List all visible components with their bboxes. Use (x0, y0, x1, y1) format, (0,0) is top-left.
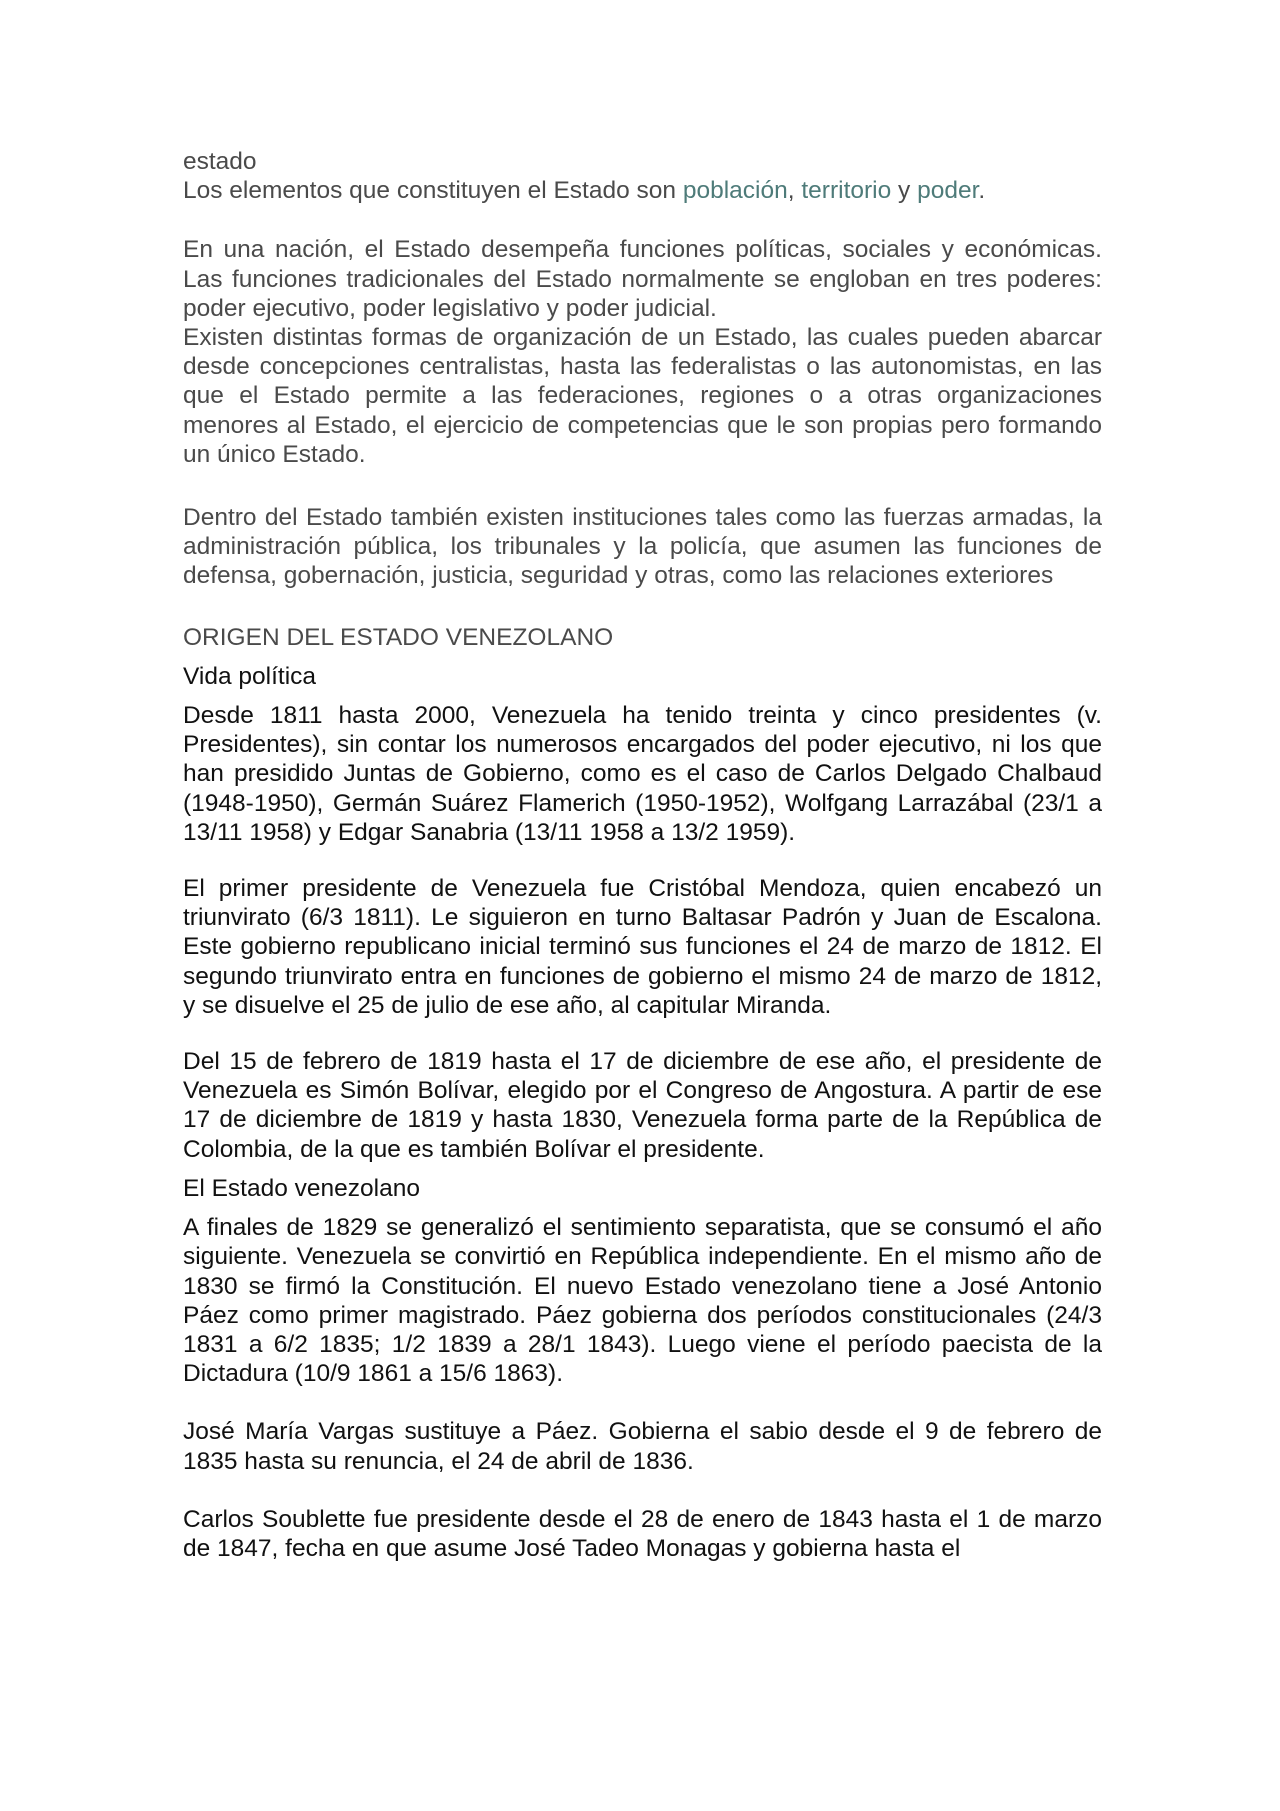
doc-title: estado (183, 148, 257, 175)
heading-estado-venezolano: El Estado venezolano (183, 1174, 420, 1202)
para-forms: Existen distintas formas de organización de un Estado, las cuales pueden abarcar desde concepciones centralistas, hasta las federalistas o las autonomistas, en las que el Estado permite a las federaciones, regiones o a otras organizaciones menores al Estado, el ejercicio de competencias que le son propias pero formando un único Estado. (183, 324, 1102, 468)
link-poder[interactable]: poder (917, 177, 979, 205)
elements-sep1: , (787, 177, 802, 205)
heading-origin: ORIGEN DEL ESTADO VENEZOLANO (183, 623, 614, 651)
spacer (183, 652, 1102, 662)
link-poblacion[interactable]: población (682, 177, 788, 205)
elements-suffix: . (978, 177, 986, 205)
spacer (183, 1020, 1102, 1047)
para-1829: A finales de 1829 se generalizó el sentimiento separatista, que se consumó el año siguiente. Venezuela se convirtió en República independiente. En el mismo año de 1830 se firmó la Constitución. El nuevo Estado venezolano tiene a José Antonio Páez como primer magistrado. Páez gobierna dos períodos constitucionales (24/3 1831 a 6/2 1835; 1/2 1839 a 28/1 1843). Luego viene el período paecista de la Dictadura (10/9 1861 a 15/6 1863). (183, 1214, 1102, 1388)
spacer (183, 691, 1102, 701)
elements-line (183, 176, 1102, 205)
link-territorio[interactable]: territorio (801, 177, 892, 205)
spacer (183, 1203, 1102, 1213)
para-presidents: Desde 1811 hasta 2000, Venezuela ha tenido treinta y cinco presidentes (v. Presidentes), sin contar los numerosos encargados del poder ejecutivo, ni los que han presidido Juntas de Gobierno, como es el caso de Carlos Delgado Chalbaud (1948-1950), Germán Suárez Flamerich (1950-1952), Wolfgang Larrazábal (23/1 a 13/11 1958) y Edgar Sanabria (13/11 1958 a 13/2 1959). (183, 702, 1102, 846)
elements-sep2: y (891, 177, 918, 205)
para-soublette: Carlos Soublette fue presidente desde el 28 de enero de 1843 hasta el 1 de marzo de 1847, fecha en que asume José Tadeo Monagas y gobierna hasta el (183, 1505, 1102, 1562)
para-bolivar: Del 15 de febrero de 1819 hasta el 17 de diciembre de ese año, el presidente de Venezuela es Simón Bolívar, elegido por el Congreso de Angostura. A partir de ese 17 de diciembre de 1819 y hasta 1830, Venezuela forma parte de la República de Colombia, de la que es también Bolívar el presidente. (183, 1048, 1102, 1163)
spacer (183, 591, 1102, 623)
para-functions: En una nación, el Estado desempeña funciones políticas, sociales y económicas. Las funciones tradicionales del Estado normalmente se engloban en tres poderes: poder ejecutivo, poder legislativo y poder judicial. (183, 236, 1102, 322)
spacer (183, 1476, 1102, 1505)
para-vargas: José María Vargas sustituye a Páez. Gobierna el sabio desde el 9 de febrero de 1835 hasta su renuncia, el 24 de abril de 1836. (183, 1418, 1102, 1475)
elements-prefix: Los elementos que constituyen el Estado son (183, 177, 683, 205)
spacer (183, 1388, 1102, 1417)
heading-vida-politica: Vida política (183, 662, 317, 690)
spacer (183, 205, 1102, 235)
document-page (183, 147, 1102, 1563)
para-first-president: El primer presidente de Venezuela fue Cristóbal Mendoza, quien encabezó un triunvirato (6/3 1811). Le siguieron en turno Baltasar Padrón y Juan de Escalona. Este gobierno republicano inicial terminó sus funciones el 24 de marzo de 1812. El segundo triunvirato entra en funciones de gobierno el mismo 24 de marzo de 1812, y se disuelve el 25 de julio de ese año, al capitular Miranda. (183, 875, 1102, 1019)
spacer (183, 847, 1102, 874)
spacer (183, 469, 1102, 503)
para-institutions: Dentro del Estado también existen instituciones tales como las fuerzas armadas, la administración pública, los tribunales y la policía, que asumen las funciones de defensa, gobernación, justicia, seguridad y otras, como las relaciones exteriores (183, 504, 1102, 590)
spacer (183, 1164, 1102, 1174)
